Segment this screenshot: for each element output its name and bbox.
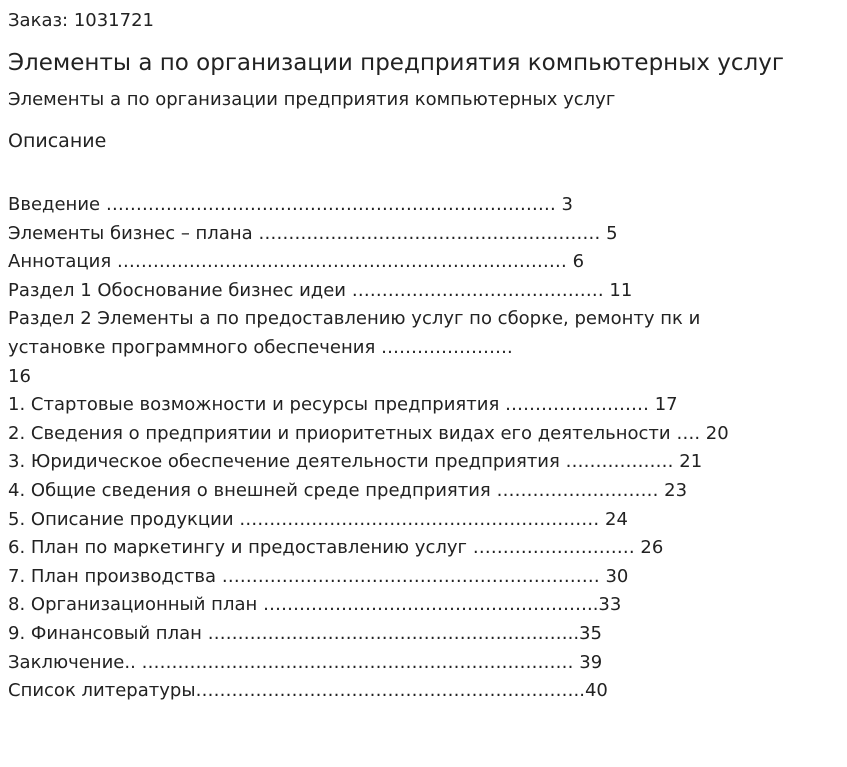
toc-item-introduction: Введение ………………………………………………………………… 3: [8, 194, 573, 215]
toc-item-section-1: Раздел 1 Обоснование бизнес идеи …………………………………… 11: [8, 279, 633, 301]
toc-item-annotation: Аннотация ………………………………………………………………… 6: [8, 251, 585, 273]
toc-item-section-2-page: 16: [8, 365, 31, 387]
toc-item-8: 8. Организационный план ………………………………………………..33: [8, 594, 622, 616]
toc-item-3: 3. Юридическое обеспечение деятельности предприятия ……………… 21: [8, 451, 703, 473]
page-title: Элементы а по организации предприятия компьютерных услуг: [8, 50, 784, 76]
toc-item-business-plan-elements: Элементы бизнес – плана ………………………………………………… 5: [8, 222, 618, 244]
page-subtitle: Элементы а по организации предприятия компьютерных услуг: [8, 89, 616, 110]
toc-item-2: 2. Сведения о предприятии и приоритетных видах его деятельности …. 20: [8, 422, 729, 444]
toc-item-1: 1. Стартовые возможности и ресурсы предприятия …………………… 17: [8, 394, 678, 416]
toc-item-4: 4. Общие сведения о внешней среде предприятия ……………………… 23: [8, 479, 688, 501]
order-number: Заказ: 1031721: [8, 10, 154, 31]
toc-item-7: 7. План производства ……………………………………………………… 30: [8, 565, 629, 587]
toc-item-5: 5. Описание продукции …………………………………………………… 24: [8, 508, 628, 530]
toc-item-bibliography: Список литературы………………………………………………………..40: [8, 680, 608, 702]
table-of-contents: [8, 191, 808, 706]
toc-item-6: 6. План по маркетингу и предоставлению услуг ……………………… 26: [8, 537, 664, 559]
toc-item-conclusion: Заключение.. ……………………………………………………………… 39: [8, 651, 603, 673]
toc-item-9: 9. Финансовый план ……………………………………………………..35: [8, 622, 602, 644]
toc-item-section-2: Раздел 2 Элементы а по предоставлению услуг по сборке, ремонту пк и установке программного обеспечения ………………….: [8, 308, 701, 358]
description-heading: Описание: [8, 130, 107, 152]
